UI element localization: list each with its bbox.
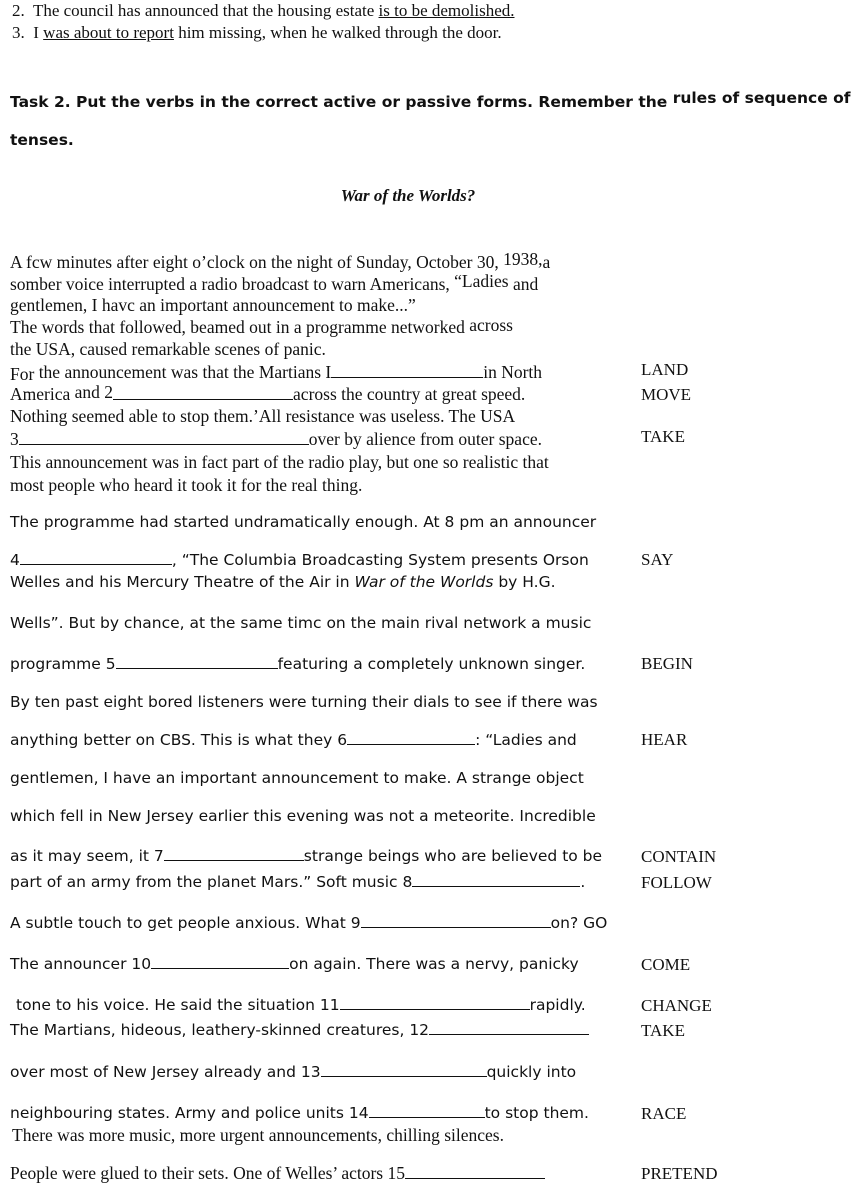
verb-11: TAKE [641, 1021, 685, 1040]
text-line-17: By ten past eight bored listeners were turning their dials to see if there was [10, 693, 598, 711]
text-line-9 [10, 429, 542, 450]
text: on again. There was a nervy, panicky [289, 955, 579, 973]
text: rapidly. [529, 996, 586, 1014]
answer-blank-10[interactable] [151, 954, 289, 969]
text: to stop them. [484, 1104, 589, 1122]
text-line-30 [10, 1163, 545, 1184]
text-line-22 [10, 872, 585, 893]
verb-2: MOVE [641, 385, 692, 404]
verb-6: HEAR [641, 730, 688, 749]
text-line-29: There was more music, more urgent announcements, chilling silences. [12, 1125, 504, 1145]
answer-blank-8[interactable] [412, 872, 580, 887]
text: 3 [10, 429, 19, 449]
text: and [512, 274, 539, 294]
text: , “The Columbia Broadcasting System presents Orson [171, 551, 589, 569]
answer-blank-13[interactable] [321, 1062, 487, 1077]
text: The announcer 10 [10, 955, 152, 973]
text-line-10: This announcement was in fact part of the radio play, but one so realistic that [10, 452, 549, 472]
text-line-2 [10, 271, 539, 295]
text: the announcement was that the Martians I [38, 362, 332, 382]
sentence-number: 2. [12, 1, 25, 20]
answer-blank-1[interactable] [331, 363, 483, 378]
text-line-20: which fell in New Jersey earlier this evening was not a meteorite. Incredible [10, 807, 596, 825]
answer-blank-15[interactable] [405, 1164, 545, 1179]
answer-blank-11[interactable] [340, 995, 530, 1010]
verb-8: FOLLOW [641, 873, 712, 892]
text-line-14 [10, 572, 556, 593]
text-line-11: most people who heard it took it for the real thing. [10, 475, 363, 495]
underlined-phrase: is to be demolished. [378, 1, 515, 20]
sentence-2 [12, 0, 515, 21]
text-line-25 [16, 995, 586, 1016]
task-heading-cont: tenses. [10, 131, 74, 149]
text: 4 [10, 551, 20, 569]
story-title: War of the Worlds? [340, 186, 476, 205]
text: anything better on CBS. This is what they 6 [10, 731, 348, 749]
text: over most of New Jersey already and 13 [10, 1063, 321, 1081]
answer-blank-9[interactable] [361, 913, 551, 928]
text: Welles and his Mercury Theatre of the Air in [10, 573, 355, 591]
sentence-3 [12, 22, 502, 43]
answer-blank-7[interactable] [164, 846, 304, 861]
text: by H.G. [493, 573, 556, 591]
text: 1938, [503, 249, 543, 269]
answer-blank-3[interactable] [19, 430, 309, 445]
play-title: War of the Worlds [354, 573, 494, 591]
text-line-28 [10, 1103, 589, 1124]
text: part of an army from the planet Mars.” Soft music 8 [10, 873, 413, 891]
answer-blank-2[interactable] [113, 385, 293, 400]
text: tone to his voice. He said the situation 11 [16, 996, 340, 1014]
text: A subtle touch to get people anxious. What 9 [10, 914, 361, 932]
text-line-3: gentlemen, I havc an important announcement to make...” [10, 295, 416, 315]
text: somber voice interrupted a radio broadcast to warn Americans, [10, 274, 450, 294]
text-line-13 [10, 550, 589, 571]
sentence-text: him missing, when he walked through the door. [173, 23, 502, 42]
sentence-text: I [33, 23, 44, 42]
sentence-text: The council has announced that the housing estate [32, 1, 379, 20]
text: America [10, 384, 71, 404]
text: A fcw minutes after eight o’clock on the night of Sunday, October 30, [10, 252, 499, 272]
text-line-16 [10, 654, 585, 675]
text: : “Ladies and [475, 731, 577, 749]
text: strange beings who are believed to be [303, 847, 603, 865]
text-line-12: The programme had started undramatically enough. At 8 pm an announcer [10, 513, 597, 531]
underlined-phrase: was about to report [43, 23, 174, 42]
answer-blank-6[interactable] [347, 730, 475, 745]
answer-blank-12[interactable] [429, 1020, 589, 1035]
task-instruction: Put the verbs in the correct active or passive forms. Remember the [76, 93, 668, 111]
text: in North [483, 362, 543, 382]
text: across [469, 315, 513, 335]
sentence-number: 3. [12, 23, 25, 42]
text-line-26 [10, 1020, 589, 1041]
text-line-4 [10, 317, 513, 338]
task-heading [10, 89, 851, 111]
answer-blank-5[interactable] [116, 654, 278, 669]
text-line-8: Nothing seemed able to stop them.’All resistance was useless. The USA [10, 406, 516, 426]
text: on? GO [550, 914, 608, 932]
text: quickly into [486, 1063, 577, 1081]
answer-blank-14[interactable] [369, 1103, 485, 1118]
task-instruction-end: rules of sequence of [672, 89, 851, 107]
verb-12: RACE [641, 1104, 687, 1123]
verb-9: COME [641, 955, 691, 974]
text: People were glued to their sets. One of Welles’ actors 15 [10, 1163, 405, 1183]
text-line-19: gentlemen, I have an important announcement to make. A strange object [10, 769, 584, 787]
text: as it may seem, it 7 [10, 847, 164, 865]
verb-1: LAND [641, 360, 689, 379]
text-line-15: Wells”. But by chance, at the same timc on the main rival network a music [10, 614, 592, 632]
text-line-6 [10, 362, 542, 383]
text: programme 5 [10, 655, 116, 673]
text: across the country at great speed. [293, 384, 526, 404]
text: The Martians, hideous, leathery-skinned creatures, 12 [10, 1021, 430, 1039]
text-line-24 [10, 954, 579, 975]
verb-3: TAKE [641, 427, 685, 446]
text: The words that followed, beamed out in a programme networked [10, 317, 465, 337]
text: over by alience from outer space. [308, 429, 542, 449]
text-line-21 [10, 846, 602, 867]
task-label: Task 2. [10, 93, 71, 111]
text-line-5: the USA, caused remarkable scenes of panic. [10, 339, 326, 359]
text: and 2 [74, 382, 114, 402]
verb-13: PRETEND [641, 1164, 718, 1183]
text-line-1 [10, 249, 551, 273]
text-line-18 [10, 730, 577, 751]
text-line-27 [10, 1062, 576, 1083]
text: a [542, 252, 551, 272]
text: neighbouring states. Army and police units 14 [10, 1104, 369, 1122]
answer-blank-4[interactable] [20, 550, 172, 565]
text: . [580, 873, 586, 891]
verb-5: BEGIN [641, 654, 693, 673]
text: For [10, 364, 35, 384]
text: featuring a completely unknown singer. [277, 655, 586, 673]
text-line-23 [10, 913, 607, 934]
verb-4: SAY [641, 550, 674, 569]
verb-7: CONTAIN [641, 847, 717, 866]
text: “Ladies [454, 271, 509, 291]
text-line-7 [10, 384, 525, 405]
verb-10: CHANGE [641, 996, 712, 1015]
